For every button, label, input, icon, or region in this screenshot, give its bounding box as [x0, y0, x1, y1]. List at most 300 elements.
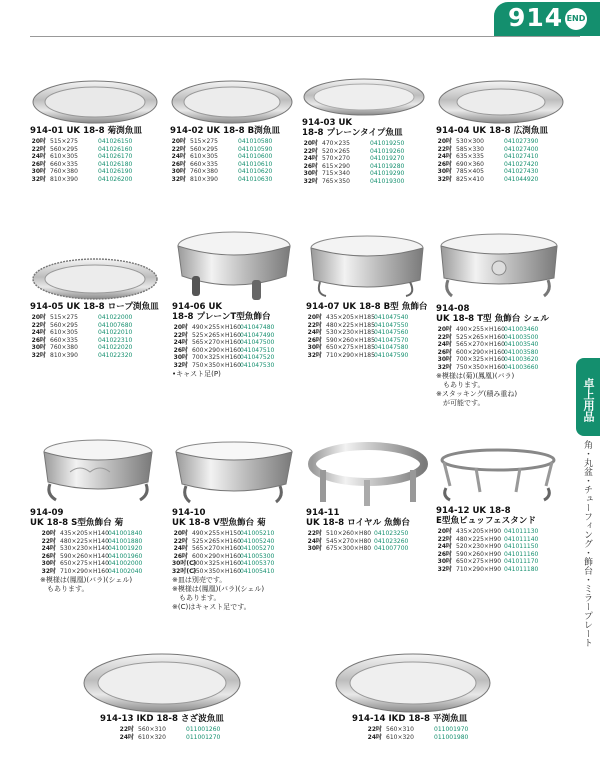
spec-table	[306, 314, 428, 360]
product-code: 041011180	[504, 565, 539, 573]
size-label: 22吋	[367, 726, 382, 733]
dimensions: 490×255×H150	[192, 530, 241, 537]
size-label: 22吋	[31, 321, 46, 329]
spec-table	[172, 530, 296, 576]
dimensions: 435×205×H90	[456, 528, 502, 535]
size-label: 30吋	[437, 168, 452, 176]
dimensions: 525×265×H160	[192, 537, 241, 545]
size-label: 20吋	[171, 138, 186, 145]
dimensions: 480×225×H185	[326, 321, 375, 329]
dimensions: 530×230×H185	[326, 329, 375, 337]
product-title-line2: UK 18-8 T型 魚飾台 シェル	[436, 314, 549, 324]
spec-row	[30, 161, 160, 169]
product-title-line2: E型魚ビュッフェスタンド	[436, 516, 536, 526]
dimensions: 480×225×H90	[456, 535, 502, 543]
spec-row	[436, 334, 562, 342]
spec-row	[172, 354, 294, 362]
dimensions: 610×305	[50, 153, 78, 161]
size-label: 24吋	[171, 153, 186, 161]
dimensions: 825×410	[456, 175, 484, 183]
spec-table	[40, 530, 158, 576]
product-title-line2: UK 18-8 ロイヤル 魚飾台	[306, 518, 410, 528]
dimensions: 660×335	[50, 336, 78, 344]
dimensions: 590×260×H185	[326, 336, 375, 344]
spec-row	[30, 344, 160, 352]
spec-table	[306, 530, 430, 553]
product-title: 914-07 UK 18-8 B型 魚飾台	[306, 302, 428, 312]
spec-row	[172, 324, 294, 332]
spec-row	[30, 153, 160, 161]
size-label: 32吋	[303, 177, 318, 185]
size-label: 22吋	[437, 333, 452, 341]
size-label: 32吋	[437, 565, 452, 573]
product-code: 041010580	[238, 138, 273, 145]
product-code: 041047530	[240, 361, 275, 369]
size-label: 22吋	[307, 530, 322, 537]
dimensions: 545×270×H80	[326, 537, 372, 545]
product-914-11	[306, 440, 430, 553]
spec-row	[30, 322, 160, 330]
dimensions: 710×290×H185	[326, 351, 375, 359]
note-line: ※模様は(鳳凰)(バラ)(シェル)	[172, 584, 265, 593]
size-label: 32吋	[437, 175, 452, 183]
product-title: 914-01 UK 18-8 菊渕魚皿	[30, 126, 142, 136]
product-914-14	[334, 652, 492, 741]
spec-row	[30, 146, 160, 154]
product-code: 041001840	[108, 530, 143, 537]
size-label: 24吋	[437, 543, 452, 551]
product-code: 041010620	[238, 168, 273, 176]
product-code: 041005210	[240, 530, 275, 537]
dimensions: 585×330	[456, 145, 484, 153]
size-label: 24吋	[41, 545, 56, 553]
dimensions: 810×390	[190, 175, 218, 183]
spec-row	[436, 168, 566, 176]
size-label: 20吋	[437, 138, 452, 145]
dimensions: 490×255×H160	[456, 326, 505, 333]
size-label: 30吋	[307, 344, 322, 352]
dimensions: 810×390	[50, 351, 78, 359]
size-label: 22吋	[173, 537, 188, 545]
dimensions: 660×335	[50, 160, 78, 168]
note-line: •キャスト足(P)	[172, 369, 221, 378]
product-code: 041026190	[98, 168, 133, 176]
size-label: 30吋(C)	[172, 560, 197, 568]
size-label: 24吋	[367, 733, 382, 741]
size-label: 26吋	[31, 160, 46, 168]
size-label: 24吋	[437, 341, 452, 349]
stand-image	[306, 232, 428, 302]
dimensions: 610×305	[190, 153, 218, 161]
size-label: 22吋	[119, 726, 134, 733]
product-code: 041022320	[98, 351, 133, 359]
spec-row	[436, 341, 562, 349]
size-label: 30吋	[437, 558, 452, 566]
platter-image	[170, 78, 295, 126]
dimensions: 610×320	[386, 733, 414, 741]
spec-table	[172, 324, 294, 370]
dimensions: 760×380	[190, 168, 218, 176]
stand-image	[436, 446, 560, 506]
product-code: 041022010	[98, 329, 133, 337]
size-label: 32吋	[41, 567, 56, 575]
product-code: 041026170	[98, 153, 133, 161]
size-label: 24吋	[303, 155, 318, 163]
product-code: 041047510	[240, 346, 275, 354]
dimensions: 515×275	[50, 314, 78, 321]
note-line: もあります。	[436, 380, 485, 389]
spec-row	[170, 168, 295, 176]
spec-row	[306, 337, 428, 345]
size-label: 30吋	[173, 354, 188, 362]
spec-row	[436, 566, 560, 574]
size-label: 24吋	[173, 545, 188, 553]
product-title-line2: UK 18-8 S型魚飾台 菊	[30, 518, 124, 528]
note-line: が可能です。	[436, 398, 485, 407]
size-label: 22吋	[31, 145, 46, 153]
stand-image	[436, 228, 562, 304]
size-label: 24吋	[307, 329, 322, 337]
product-914-03	[302, 76, 427, 186]
product-code: 041047560	[374, 329, 409, 337]
spec-row	[172, 362, 294, 370]
product-notes	[172, 576, 296, 612]
spec-row	[172, 560, 296, 568]
size-label: 22吋	[307, 321, 322, 329]
dimensions: 715×340	[322, 170, 350, 178]
platter-image	[334, 652, 492, 714]
spec-row	[170, 153, 295, 161]
product-notes	[172, 370, 294, 379]
spec-row	[302, 140, 427, 148]
size-label: 20吋	[31, 314, 46, 321]
stand-image	[306, 440, 430, 508]
size-label: 26吋	[173, 552, 188, 560]
size-label: 20吋	[173, 530, 188, 537]
dimensions: 700×325×H160	[456, 356, 505, 364]
product-title: 914-12 UK 18-8	[436, 506, 511, 516]
size-label: 26吋	[173, 346, 188, 354]
dimensions: 510×260×H80	[326, 530, 372, 537]
size-label: 32吋(C)	[172, 567, 197, 575]
size-label: 20吋	[173, 324, 188, 331]
spec-table	[366, 726, 492, 741]
dimensions: 525×265×H160	[456, 333, 505, 341]
dimensions: 760×380	[50, 344, 78, 352]
dimensions: 710×290×H160	[60, 567, 109, 575]
product-code: 041007680	[98, 321, 133, 329]
dimensions: 785×405	[456, 168, 484, 176]
product-code: 041003620	[504, 356, 539, 364]
product-title: 914-03 UK	[302, 118, 353, 128]
product-code: 041002000	[108, 560, 143, 568]
product-title: 914-09	[30, 508, 64, 518]
spec-table	[30, 138, 160, 184]
spec-row	[302, 170, 427, 178]
spec-table	[436, 138, 566, 184]
product-notes	[40, 576, 158, 594]
product-notes	[436, 372, 562, 408]
spec-row	[30, 138, 160, 146]
spec-row	[436, 528, 560, 536]
product-code: 041019270	[370, 155, 405, 163]
product-code: 041011150	[504, 543, 539, 551]
stand-image	[172, 438, 296, 508]
size-label: 22吋	[173, 331, 188, 339]
note-line: もあります。	[40, 584, 89, 593]
dimensions: 520×265	[322, 147, 350, 155]
spec-row	[436, 146, 566, 154]
size-label: 22吋	[437, 535, 452, 543]
spec-row	[302, 178, 427, 186]
spec-row	[172, 545, 296, 553]
product-title-line2: UK 18-8 V型魚飾台 菊	[172, 518, 266, 528]
product-code: 041005240	[240, 537, 275, 545]
size-label: 22吋	[437, 145, 452, 153]
size-label: 30吋	[41, 560, 56, 568]
product-code: 041003460	[504, 326, 539, 333]
product-code: 041026160	[98, 145, 133, 153]
dimensions: 650×275×H140	[60, 560, 109, 568]
size-label: 20吋	[303, 140, 318, 147]
dimensions: 520×230×H90	[456, 543, 502, 551]
product-code: 041001920	[108, 545, 143, 553]
product-code: 041027420	[504, 160, 539, 168]
platter-image	[30, 78, 160, 126]
dimensions: 690×360	[456, 160, 484, 168]
dimensions: 570×270	[322, 155, 350, 163]
spec-row	[436, 551, 560, 559]
product-code: 041047590	[374, 351, 409, 359]
dimensions: 525×265×H160	[192, 331, 241, 339]
dimensions: 635×335	[456, 153, 484, 161]
product-title: 914-02 UK 18-8 B渕魚皿	[170, 126, 280, 136]
dimensions: 610×320	[138, 733, 166, 741]
spec-row	[436, 364, 562, 372]
size-label: 32吋	[173, 361, 188, 369]
stand-image	[172, 228, 294, 302]
note-line: ※スタッキング(積み重ね)	[436, 389, 518, 398]
dimensions: 600×290×H160	[192, 552, 241, 560]
category-label: 角・丸盆・チューフィング・飾台・ミラープレート	[582, 440, 592, 647]
platter-image	[30, 256, 160, 302]
spec-row	[436, 536, 560, 544]
product-code: 041011130	[504, 528, 539, 535]
dimensions: 480×225×H140	[60, 537, 109, 545]
spec-row	[170, 176, 295, 184]
spec-table	[30, 314, 160, 360]
end-badge: END	[565, 8, 587, 30]
product-title: 914-05 UK 18-8 ロープ渕魚皿	[30, 302, 159, 312]
size-label: 22吋	[303, 147, 318, 155]
product-code: 041003540	[504, 341, 539, 349]
spec-row	[30, 352, 160, 360]
spec-row	[302, 163, 427, 171]
product-code: 041011170	[504, 558, 539, 566]
size-label: 30吋	[437, 356, 452, 364]
dimensions: 610×305	[50, 329, 78, 337]
product-code: 041022020	[98, 344, 133, 352]
dimensions: 700×325×H160	[192, 560, 241, 568]
product-914-10	[172, 438, 296, 612]
product-code: 041010630	[238, 175, 273, 183]
product-code: 041002040	[108, 567, 143, 575]
size-label: 26吋	[437, 160, 452, 168]
dimensions: 515×275	[50, 138, 78, 145]
product-code: 041047540	[374, 314, 409, 321]
dimensions: 600×290×H160	[192, 346, 241, 354]
product-title: 914-06 UK	[172, 302, 223, 312]
product-title-line2: 18-8 プレーンT型魚飾台	[172, 312, 271, 322]
dimensions: 470×235	[322, 140, 350, 147]
size-label: 32吋	[31, 175, 46, 183]
dimensions: 660×335	[190, 160, 218, 168]
spec-row	[306, 344, 428, 352]
product-title: 914-13 IKD 18-8 さざ波魚皿	[100, 714, 224, 724]
size-label: 26吋	[437, 550, 452, 558]
spec-row	[436, 349, 562, 357]
dimensions: 650×275×H185	[326, 344, 375, 352]
page-number: 914	[508, 3, 564, 32]
dimensions: 760×380	[50, 168, 78, 176]
product-code: 041011140	[504, 535, 539, 543]
product-914-05	[30, 256, 160, 360]
dimensions: 765×350	[322, 177, 350, 185]
dimensions: 590×260×H90	[456, 550, 502, 558]
size-label: 26吋	[303, 162, 318, 170]
dimensions: 530×230×H140	[60, 545, 109, 553]
size-label: 32吋	[171, 175, 186, 183]
product-code: 041047520	[240, 354, 275, 362]
category-tab: 卓上用品	[576, 358, 600, 436]
spec-row	[30, 329, 160, 337]
note-line: ※皿は別売です。	[172, 575, 227, 584]
spec-row	[40, 545, 158, 553]
product-code: 041001960	[108, 552, 143, 560]
product-code: 041026150	[98, 138, 133, 145]
spec-row	[40, 538, 158, 546]
product-code: 041022000	[98, 314, 133, 321]
size-label: 20吋	[437, 528, 452, 535]
product-code: 041044920	[504, 175, 539, 183]
dimensions: 710×290×H90	[456, 565, 502, 573]
spec-row	[30, 168, 160, 176]
dimensions: 560×295	[50, 321, 78, 329]
product-code: 041007700	[374, 545, 409, 553]
size-label: 30吋	[307, 545, 322, 553]
product-code: 041019290	[370, 170, 405, 178]
product-914-08	[436, 228, 562, 408]
spec-row	[306, 538, 430, 546]
size-label: 32吋	[307, 351, 322, 359]
product-code: 041047480	[240, 324, 275, 331]
size-label: 20吋	[41, 530, 56, 537]
spec-row	[172, 530, 296, 538]
stand-image	[40, 436, 158, 508]
spec-row	[436, 153, 566, 161]
spec-row	[306, 314, 428, 322]
spec-row	[172, 332, 294, 340]
product-code: 041005300	[240, 552, 275, 560]
dimensions: 590×260×H140	[60, 552, 109, 560]
dimensions: 565×270×H160	[192, 339, 241, 347]
product-code: 041019300	[370, 177, 405, 185]
product-code: 041019280	[370, 162, 405, 170]
spec-table	[302, 140, 427, 186]
header-rule	[30, 36, 580, 37]
spec-table	[170, 138, 295, 184]
spec-row	[40, 530, 158, 538]
spec-row	[436, 543, 560, 551]
product-title: 914-11	[306, 508, 340, 518]
spec-row	[172, 568, 296, 576]
spec-row	[40, 568, 158, 576]
product-code: 041022310	[98, 336, 133, 344]
product-code: 041047490	[240, 331, 275, 339]
dimensions: 560×295	[50, 145, 78, 153]
product-code: 041005410	[240, 567, 275, 575]
spec-row	[30, 176, 160, 184]
spec-row	[366, 734, 492, 742]
spec-row	[40, 553, 158, 561]
dimensions: 700×325×H160	[192, 354, 241, 362]
size-label: 20吋	[307, 314, 322, 321]
product-code: 011001970	[434, 726, 469, 733]
dimensions: 750×350×H160	[456, 363, 505, 371]
dimensions: 560×310	[386, 726, 414, 733]
spec-row	[30, 314, 160, 322]
product-code: 041003660	[504, 363, 539, 371]
size-label: 32吋	[31, 351, 46, 359]
product-914-06	[172, 228, 294, 379]
product-code: 041010590	[238, 145, 273, 153]
size-label: 22吋	[171, 145, 186, 153]
dimensions: 560×310	[138, 726, 166, 733]
dimensions: 560×295	[190, 145, 218, 153]
spec-row	[436, 161, 566, 169]
platter-image	[302, 76, 427, 118]
note-line: ※模様は(菊)(鳳凰)(バラ)	[436, 371, 515, 380]
size-label: 24吋	[119, 733, 134, 741]
product-code: 041010600	[238, 153, 273, 161]
dimensions: 615×290	[322, 162, 350, 170]
product-code: 041023250	[374, 530, 409, 537]
spec-row	[172, 347, 294, 355]
dimensions: 490×255×H160	[192, 324, 241, 331]
product-code: 041027410	[504, 153, 539, 161]
dimensions: 435×205×H185	[326, 314, 375, 321]
product-code: 011001270	[186, 733, 221, 741]
platter-image	[82, 652, 242, 714]
size-label: 26吋	[41, 552, 56, 560]
dimensions: 565×270×H160	[192, 545, 241, 553]
size-label: 30吋	[171, 168, 186, 176]
dimensions: 810×390	[50, 175, 78, 183]
spec-row	[436, 356, 562, 364]
spec-row	[170, 146, 295, 154]
size-label: 30吋	[31, 344, 46, 352]
spec-table	[436, 326, 562, 372]
product-914-12	[436, 446, 560, 574]
spec-row	[306, 329, 428, 337]
spec-row	[118, 726, 242, 734]
size-label: 26吋	[307, 336, 322, 344]
product-code: 041019260	[370, 147, 405, 155]
spec-table	[436, 528, 560, 574]
size-label: 26吋	[31, 336, 46, 344]
product-code: 041003500	[504, 333, 539, 341]
product-title-line2: 18-8 プレーンタイプ魚皿	[302, 128, 403, 138]
